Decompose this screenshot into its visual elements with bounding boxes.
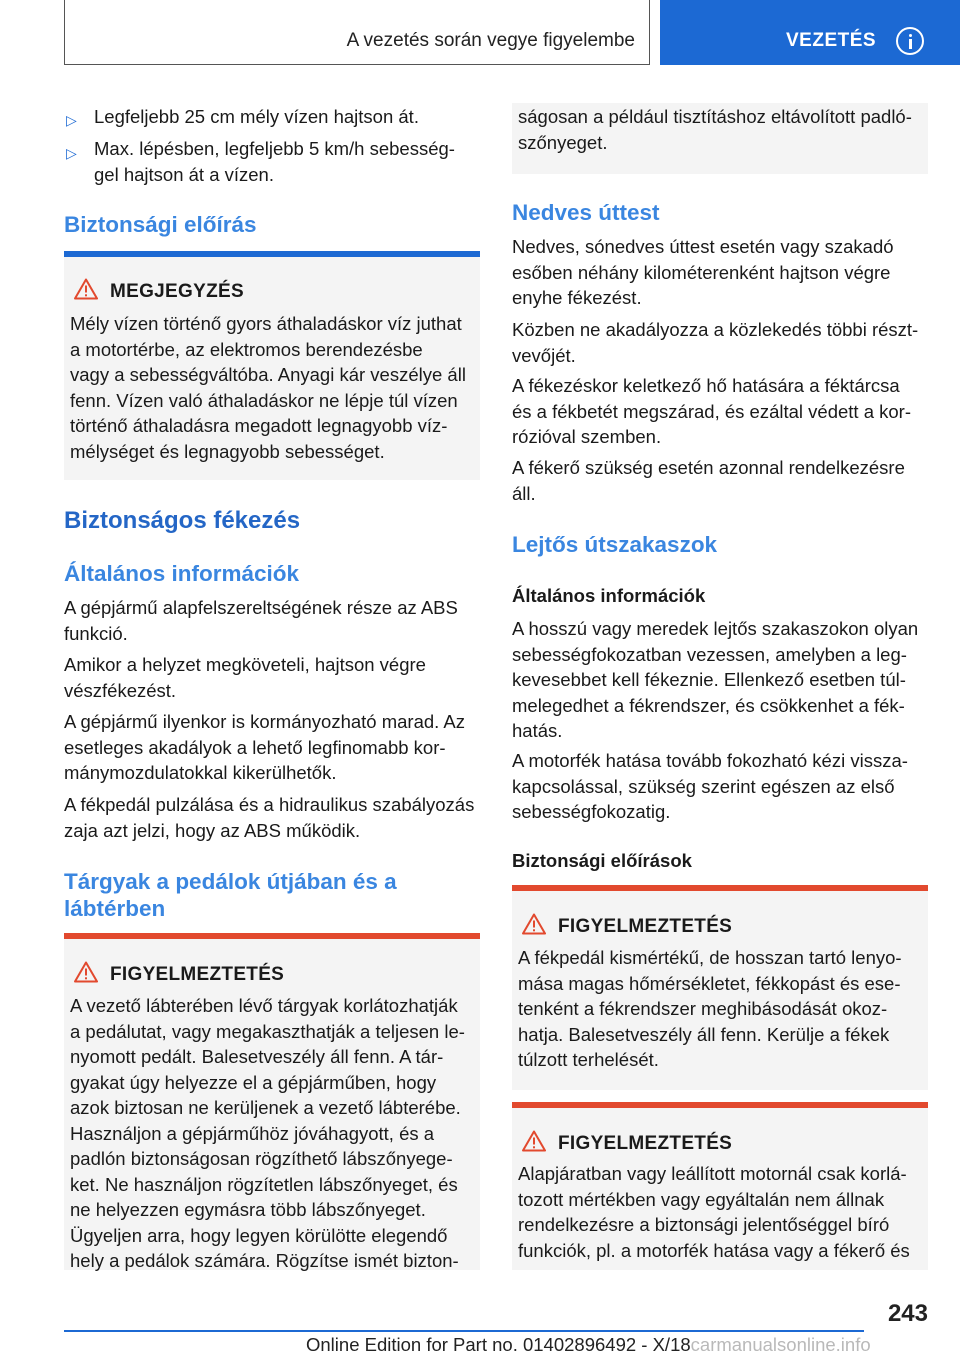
section-heading: Tárgyak a pedálok útjában és a lábtérben: [64, 869, 397, 921]
warning-bar: [512, 885, 928, 891]
section-title: VEZETÉS: [786, 30, 877, 51]
paragraph: A motorfék hatása tovább fokozható kézi vissza- kapcsolással, szükség szerint egészen az első sebességfokozatig.: [512, 750, 908, 822]
list-item: Legfeljebb 25 cm mély vízen hajtson át.: [94, 106, 419, 127]
paragraph: A hosszú vagy meredek lejtős szakaszokon olyan sebességfokozatban vezessen, amelyben a leg- kevesebbet kell fékeznie. Ellenkező esetben túl- melegedhet a fékrendszer, és csökkenhet a fék- hatás.: [512, 618, 919, 741]
warning-box-continued: [512, 103, 928, 174]
warning-bar: [512, 1102, 928, 1108]
note-box: [64, 251, 480, 480]
paragraph: Amikor a helyzet megköveteli, hajtson végre vészfékezést.: [64, 654, 426, 701]
edition-text: Online Edition for Part no. 01402896492 - X/18: [306, 1334, 691, 1355]
paragraph: Nedves, sónedves úttest esetén vagy szakadó esőben néhány kilométerenként hajtson végre enyhe fékezést.: [512, 236, 894, 308]
running-title: A vezetés során vegye figyelembe: [346, 30, 635, 51]
warning-text: Alapjáratban vagy leállított motornál csak korlá- tozott mértékben vagy egyáltalán nem állnak rendelkezésre a biztonsági jelentőséggel bíró funkciók, pl. a motorfék hatása vagy a fékerő és: [518, 1163, 910, 1261]
paragraph: A fékpedál pulzálása és a hidraulikus szabályozás zaja azt jelzi, hogy az ABS működik.: [64, 794, 475, 841]
footer-edition: [306, 1334, 871, 1356]
list-item: Max. lépésben, legfeljebb 5 km/h sebesség- gel hajtson át a vízen.: [94, 138, 455, 185]
warning-box: [64, 933, 480, 1270]
page-number: 243: [887, 1300, 928, 1327]
warning-title: FIGYELMEZTETÉS: [110, 964, 285, 985]
paragraph: A gépjármű alapfelszereltségének része az ABS funkció.: [64, 597, 458, 644]
section-heading: Általános információk: [64, 561, 300, 586]
warning-triangle-icon: [522, 913, 546, 935]
warning-triangle-icon: [522, 1130, 546, 1152]
paragraph: A gépjármű ilyenkor is kormányozható marad. Az esetleges akadályok a lehető legfinomabb kor- mánymozdulatokkal kikerülhetők.: [64, 711, 466, 783]
paragraph: Közben ne akadályozza a közlekedés többi részt- vevőjét.: [512, 319, 919, 366]
subheading: Általános információk: [512, 585, 706, 606]
bullet-triangle-icon: ▷: [66, 112, 77, 128]
warning-text: ságosan a például tisztításhoz eltávolított padló- szőnyeget.: [518, 106, 912, 153]
warning-title: FIGYELMEZTETÉS: [558, 916, 733, 937]
warning-bar: [64, 933, 480, 939]
watermark: carmanualsonline.info: [690, 1334, 871, 1355]
note-title: MEGJEGYZÉS: [110, 281, 244, 302]
section-tab: [660, 0, 960, 65]
warning-triangle-icon: [74, 961, 98, 983]
warning-box: [512, 885, 928, 1090]
warning-title: FIGYELMEZTETÉS: [558, 1133, 733, 1154]
chapter-heading: Biztonságos fékezés: [64, 507, 301, 534]
paragraph: A fékezéskor keletkező hő hatására a féktárcsa és a fékbetét megszárad, és ezáltal védett a kor- rózióval szemben.: [512, 375, 911, 447]
bullet-triangle-icon: ▷: [66, 145, 77, 161]
info-icon: [896, 27, 924, 55]
note-bar: [64, 251, 480, 257]
warning-text: A vezető lábterében lévő tárgyak korlátozhatják a pedálutat, vagy megakaszthatják a teljesen le- nyomott pedált. Balesetveszély áll fenn. A tár- gyakat úgy helyezze el a gépjárműben, hogy azok biztosan ne kerüljenek a vezető lábterébe. Használjon a gépjárműhöz jóváhagyott, és a padlón biztonságosan rögzíthető lábszőnyege- ket. Ne használjon rögzítetlen lábszőnyeget, és ne helyezzen egymásra több lábszőnyeget. Ügyeljen arra, hogy legyen körülötte elegendő hely a pedálok számára. Rögzítse ismét bizton-: [70, 995, 465, 1271]
section-heading: Nedves úttest: [512, 200, 660, 225]
footer-divider: [64, 1330, 864, 1332]
section-heading: Lejtős útszakaszok: [512, 532, 718, 557]
warning-triangle-icon: [74, 278, 98, 300]
running-header: [64, 0, 650, 65]
warning-box: [512, 1102, 928, 1270]
warning-text: A fékpedál kismértékű, de hosszan tartó lenyo- mása magas hőmérsékletet, fékkopást és ese- tenként a fékrendszer meghibásodását okoz- hatja. Balesetveszély áll fenn. Kerülje a fékek túlzott terhelését.: [518, 947, 902, 1070]
subheading: Biztonsági előírások: [512, 850, 692, 871]
paragraph: A fékerő szükség esetén azonnal rendelkezésre áll.: [512, 457, 905, 504]
section-heading: Biztonsági előírás: [64, 212, 257, 237]
note-text: Mély vízen történő gyors áthaladáskor víz juthat a motortérbe, az elektromos berendezésbe vagy a sebességváltóba. Anyagi kár veszélye áll fenn. Vízen való áthaladáskor ne lépje túl vízen történő áthaladásra megadott legnagyobb víz- mélységet és legnagyobb sebességet.: [70, 313, 466, 462]
